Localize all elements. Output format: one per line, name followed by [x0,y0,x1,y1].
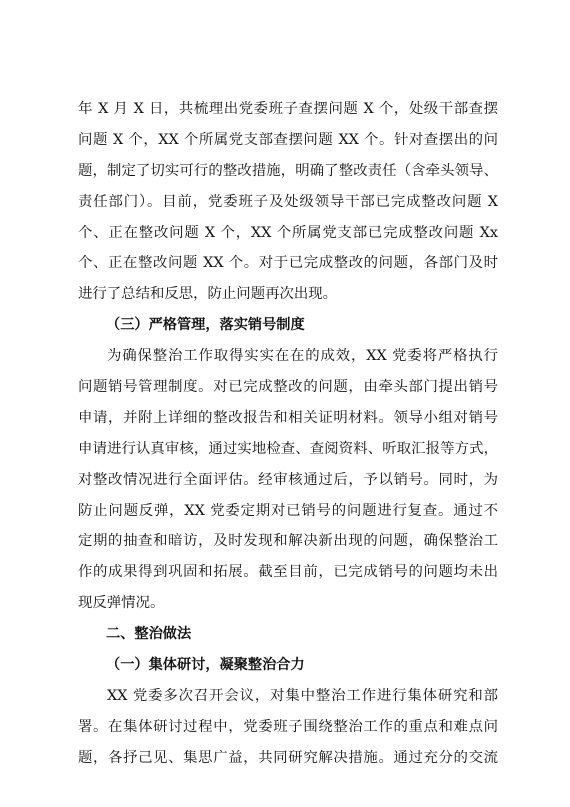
text-line: 个、正在整改问题 X 个，XX 个所属党支部已完成整改问题 Xx [78,224,498,241]
text-line: 定期的抽查和暗访，及时发现和解决新出现的问题，确保整治工 [78,533,498,550]
text-line: 现反弹情况。 [78,595,165,612]
section-heading-collective-discussion: （一）集体研讨，凝聚整治合力 [106,657,305,674]
text-line: 防止问题反弹，XX 党委定期对已销号的问题进行复查。通过不 [78,502,498,519]
text-line: 为确保整治工作取得实实在在的成效，XX 党委将严格执行 [107,348,498,365]
paragraph-cancellation-system [78,341,498,619]
text-line: XX 党委多次召开会议，对集中整治工作进行集体研究和部 [107,687,498,704]
document-page [78,94,498,774]
text-line: 年 X 月 X 日，共梳理出党委班子查摆问题 X 个，处级干部查摆 [78,101,498,117]
text-line: 申请，并附上详细的整改报告和相关证明材料。领导小组对销号 [78,409,498,426]
section-heading-strict-management: （三）严格管理，落实销号制度 [106,317,305,334]
text-line: 作的成果得到巩固和拓展。截至目前，已完成销号的问题均未出 [78,564,498,581]
text-line: 个、正在整改问题 XX 个。对于已完成整改的问题，各部门及时 [78,255,498,272]
text-line: 问题销号管理制度。对已完成整改的问题，由牵头部门提出销号 [78,379,498,396]
text-line: 进行了总结和反思，防止问题再次出现。 [78,286,338,303]
text-line: 问题 X 个，XX 个所属党支部查摆问题 XX 个。针对查摆出的问 [78,131,498,148]
text-line: 责任部门）。目前，党委班子及处级领导干部已完成整改问题 X [78,193,498,210]
part-heading-rectification-methods: 二、整治做法 [106,626,192,643]
text-line: 署。在集体研讨过程中，党委班子围绕整治工作的重点和难点问 [78,718,498,735]
paragraph-rectification-progress [78,94,498,310]
paragraph-collective-research [78,681,498,774]
text-line: 申请进行认真审核，通过实地检查、查阅资料、听取汇报等方式， [78,440,498,457]
text-line: 题，各抒己见、集思广益，共同研究解决措施。通过充分的交流 [78,749,498,766]
text-line: 对整改情况进行全面评估。经审核通过后，予以销号。同时，为 [78,471,498,488]
text-line: 题，制定了切实可行的整改措施，明确了整改责任（含牵头领导、 [78,162,498,179]
